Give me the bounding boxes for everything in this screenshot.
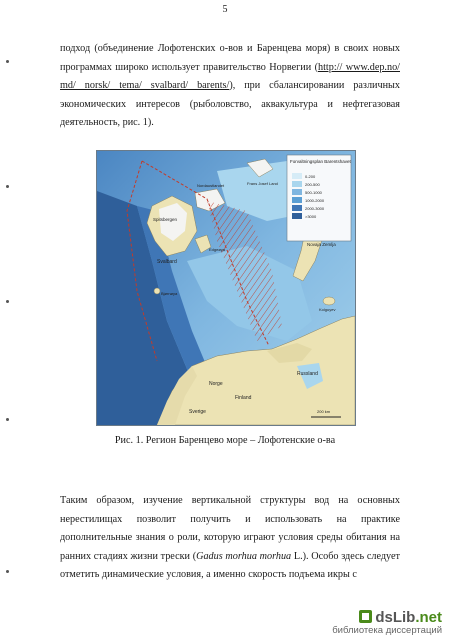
legend-item-4: 1000-2000 <box>305 198 325 203</box>
binder-hole-dot <box>6 570 9 573</box>
government-link[interactable]: http:// www.dep.no/ md/ norsk/ tema/ svalbard/ barents/ <box>60 61 400 91</box>
paragraph-intro-text-1: подход (объединение Лофотенских о-вов и Баренцева моря) в своих новых программах широко использует правительство Норвегии ( <box>60 43 400 73</box>
label-kolguyev: Kolguyev <box>319 307 336 312</box>
page-number: 5 <box>222 4 228 15</box>
dslib-logo-icon <box>359 610 372 623</box>
watermark-subtitle: библиотека диссертаций <box>332 625 442 636</box>
legend-item-6: >3000 <box>305 214 317 219</box>
label-spitsbergen: Spitsbergen <box>153 217 178 222</box>
label-bjornoya: Bjørnøya <box>161 291 178 296</box>
paragraph-conclusion-text-1: Таким образом, изучение вертикальной структуры вод на основных нерестилищах позволит получить и использовать на практике дополнительные знания о роли, которую играют условия среды обитания на ранних стадиях жизни трески ( <box>60 495 400 562</box>
label-sverige: Sverige <box>189 409 206 415</box>
site-watermark[interactable] <box>332 609 442 636</box>
legend-item-3: 500-1000 <box>305 190 322 195</box>
label-norge: Norge <box>209 381 223 387</box>
watermark-brand-accent: .net <box>415 609 442 626</box>
label-novaya-zemlya: Novaja Zemlja <box>307 242 336 247</box>
figure-caption: Рис. 1. Регион Баренцево море – Лофотенские о-ва <box>114 435 336 446</box>
legend-item-5: 2000-3000 <box>305 206 325 211</box>
watermark-brand <box>332 609 442 626</box>
binder-hole-dot <box>6 60 9 63</box>
label-nordaustlandet: Nordaustlandet <box>197 183 225 188</box>
bjornoya-island <box>154 288 160 294</box>
paragraph-conclusion-text-2: L.). Особо здесь следует отметить динамические условия, а именно скорость подъема икры с <box>60 550 400 580</box>
label-svalbard: Svalbard <box>157 259 177 265</box>
map-legend <box>287 155 352 241</box>
species-name: Gadus morhua morhua <box>196 550 292 562</box>
label-finland: Finland <box>235 395 252 401</box>
binder-hole-dot <box>6 185 9 188</box>
paragraph-conclusion <box>60 492 400 585</box>
paragraph-intro <box>60 40 400 133</box>
legend-item-2: 200-500 <box>305 182 320 187</box>
paragraph-intro-text-2: ), при сбалансировании различных экономических интересов (рыболовство, аквакультура и нефтегазовая деятельность, рис. 1). <box>60 80 400 128</box>
kolguyev-island <box>323 297 335 305</box>
label-edgeoya: Edgeøya <box>209 247 226 252</box>
binder-hole-dot <box>6 418 9 421</box>
legend-title: Forvaltningsplan Barentshavet <box>290 159 351 164</box>
legend-item-1: 0-200 <box>305 174 316 179</box>
watermark-brand-main: dsLib <box>375 609 416 626</box>
binder-hole-dot <box>6 300 9 303</box>
label-frans-josef: Frans Josef Land <box>247 181 278 186</box>
label-scale: 200 km <box>317 409 331 414</box>
barents-sea-map <box>96 150 356 426</box>
label-russland: Russland <box>297 371 318 377</box>
